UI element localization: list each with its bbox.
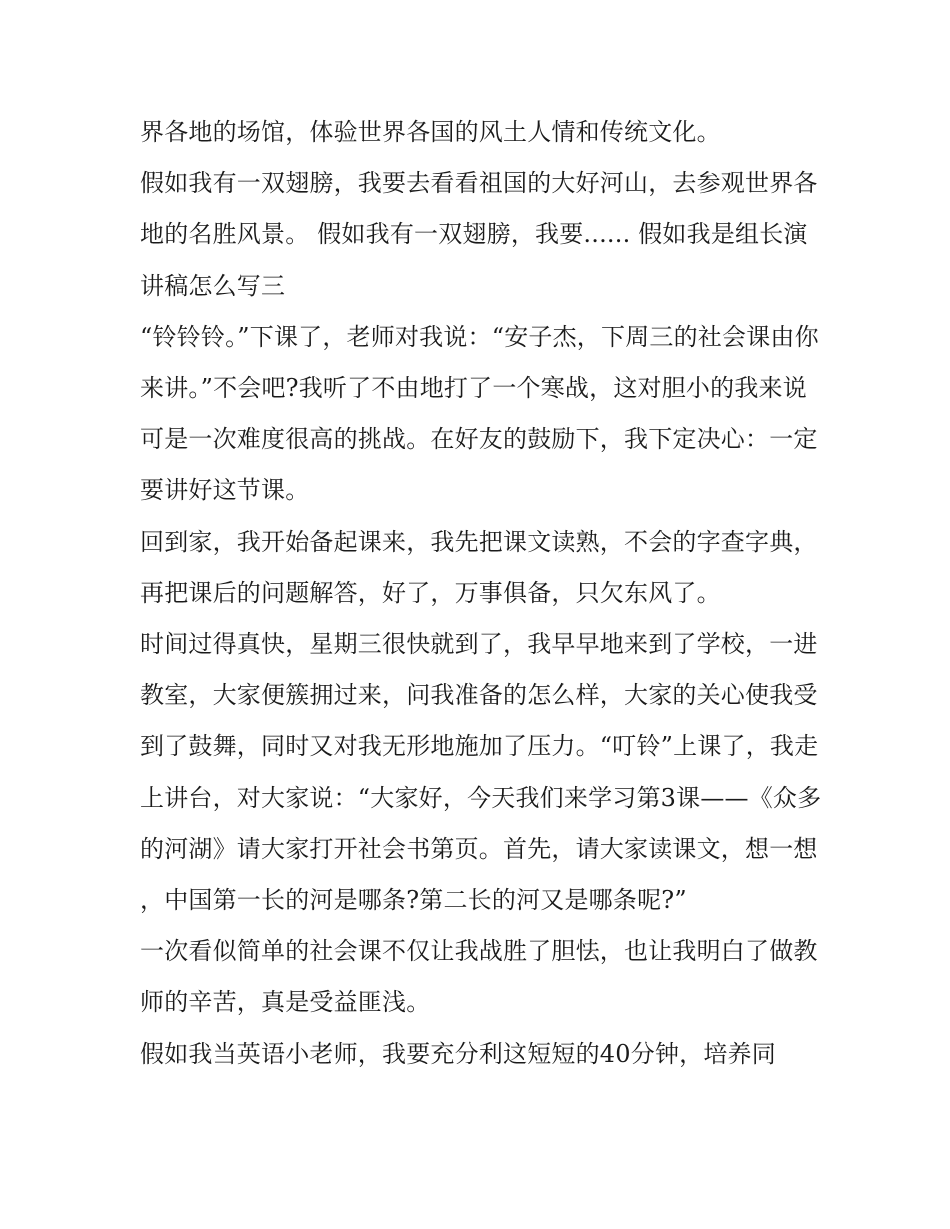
paragraph-7: 假如我当英语小老师，我要充分利这短短的40分钟，培养同 [140,1039,776,1068]
paragraph-2: 假如我有一双翅膀，我要去看看祖国的大好河山，去参观世界各地的名胜风景。 假如我有一双翅膀，我要...... 假如我是组长演讲稿怎么写三 [140,169,818,300]
paragraph-1: 界各地的场馆，体验世界各国的风土人情和传统文化。 [140,118,721,146]
paragraph-3: “铃铃铃。”下课了，老师对我说：“安子杰，下周三的社会课由你来讲。”不会吧?我听了不由地打了一个寒战，这对胆小的我来说可是一次难度很高的挑战。在好友的鼓励下，我下定决心：一定要讲好这节课。 [140,322,819,505]
paragraph-5: 时间过得真快，星期三很快就到了，我早早地来到了学校，一进教室，大家便簇拥过来，问我准备的怎么样，大家的关心使我受到了鼓舞，同时又对我无形地施加了压力。“叮铃”上课了，我走上讲台，对大家说：“大家好，今天我们来学习第3课——《众多的河湖》请大家打开社会书第页。首先，请大家读课文，想一想，中国第一长的河是哪条?第二长的河又是哪条呢?” [140,630,822,915]
paragraph-4: 回到家，我开始备起课来，我先把课文读熟，不会的字查字典，再把课后的问题解答，好了，万事俱备，只欠东风了。 [140,527,818,607]
document-body [140,107,830,1080]
paragraph-6: 一次看似简单的社会课不仅让我战胜了胆怯，也让我明白了做教师的辛苦，真是受益匪浅。 [140,937,818,1017]
